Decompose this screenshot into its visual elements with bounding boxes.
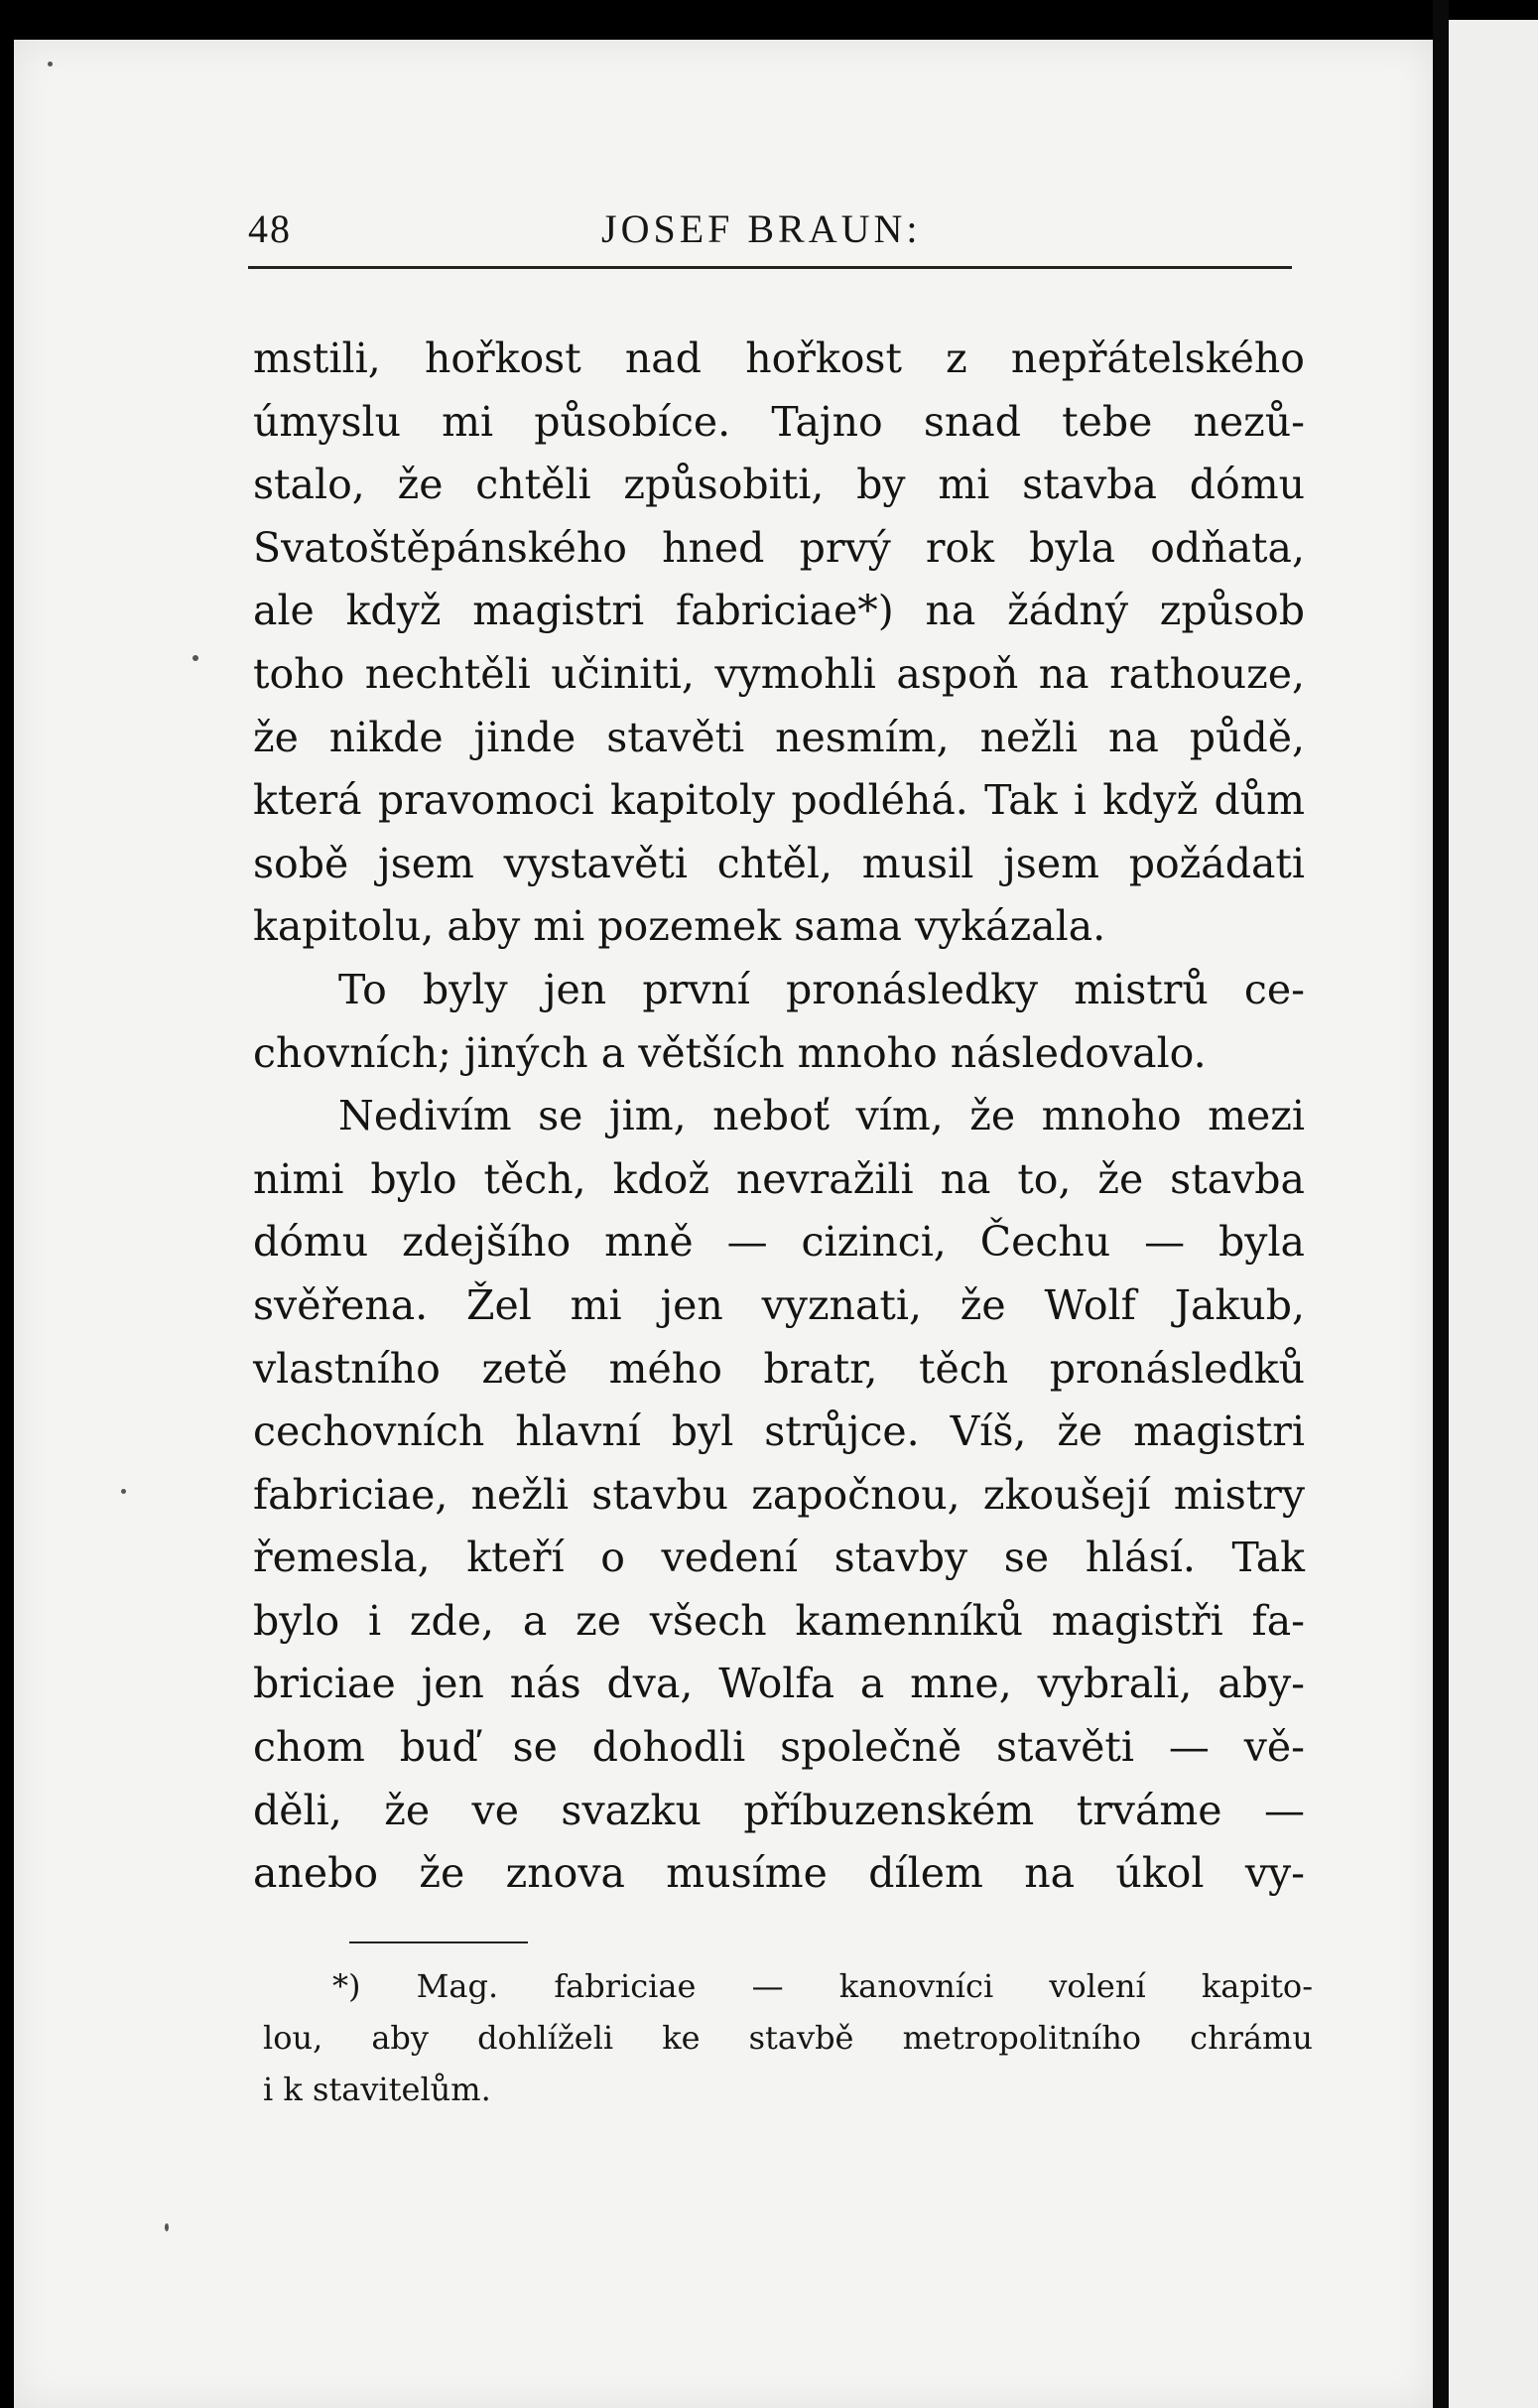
gutter	[1433, 0, 1449, 2408]
text-line: řemesla, kteří o vedení stavby se hlásí. Tak	[253, 1534, 1305, 1582]
text-line: děli, že ve svazku příbuzenském trváme —	[253, 1786, 1305, 1834]
page-header	[248, 194, 1292, 263]
text-line: kapitolu, aby mi pozemek sama vykázala.	[253, 902, 1106, 951]
footnote-line: i k stavitelům.	[263, 2071, 491, 2108]
speck	[165, 2223, 169, 2231]
speck	[121, 1489, 126, 1494]
text-line: která pravomoci kapitoly podléhá. Tak i když dům	[253, 776, 1305, 825]
text-line: To byly jen první pronásledky mistrů ce-	[338, 965, 1305, 1013]
body-text	[253, 328, 1305, 1906]
text-line: nimi bylo těch, kdož nevražili na to, že stavba	[253, 1154, 1305, 1203]
page-number: 48	[248, 206, 292, 251]
text-line: chom buď se dohodli společně stavěti — vě-	[253, 1723, 1305, 1772]
text-line: svěřena. Žel mi jen vyznati, že Wolf Jakub,	[253, 1280, 1305, 1329]
text-line: toho nechtěli učiniti, vymohli aspoň na rathouze,	[253, 649, 1305, 698]
footnote-line: lou, aby dohlíželi ke stavbě metropolitního chrámu	[263, 2019, 1313, 2057]
text-line: dómu zdejšího mně — cizinci, Čechu — byla	[253, 1218, 1305, 1267]
footnote-rule	[349, 1941, 528, 1943]
footnote	[263, 1960, 1313, 2115]
speck	[192, 655, 198, 661]
footnote-line: *) Mag. fabriciae — kanovníci volení kapito-	[332, 1967, 1313, 2005]
text-line: stalo, že chtěli způsobiti, by mi stavba dómu	[253, 461, 1305, 509]
text-line: anebo že znova musíme dílem na úkol vy-	[253, 1849, 1305, 1898]
text-line: sobě jsem vystavěti chtěl, musil jsem požádati	[253, 839, 1305, 887]
text-line: Nedivím se jim, neboť vím, že mnoho mezi	[338, 1092, 1305, 1140]
text-line: Svatoštěpánského hned prvý rok byla odňata,	[253, 523, 1305, 572]
text-line: ale když magistri fabriciae*) na žádný způsob	[253, 587, 1305, 635]
header-rule	[248, 266, 1292, 269]
text-line: bylo i zde, a ze všech kamenníků magistři fa-	[253, 1596, 1305, 1645]
text-line: chovních; jiných a větších mnoho následovalo.	[253, 1028, 1207, 1077]
text-line: briciae jen nás dva, Wolfa a mne, vybrali, aby-	[253, 1660, 1305, 1708]
speck	[48, 62, 53, 67]
running-head: JOSEF BRAUN:	[601, 206, 922, 251]
text-line: mstili, hořkost nad hořkost z nepřátelského	[253, 334, 1305, 382]
text-line: cechovních hlavní byl strůjce. Víš, že magistri	[253, 1407, 1305, 1456]
text-line: vlastního zetě mého bratr, těch pronásledků	[253, 1344, 1305, 1393]
facing-page-edge	[1449, 20, 1538, 2408]
text-line: fabriciae, nežli stavbu započnou, zkoušejí mistry	[253, 1470, 1305, 1519]
text-line: úmyslu mi působíce. Tajno snad tebe nezů-	[253, 397, 1305, 446]
text-line: že nikde jinde stavěti nesmím, nežli na půdě,	[253, 713, 1305, 761]
